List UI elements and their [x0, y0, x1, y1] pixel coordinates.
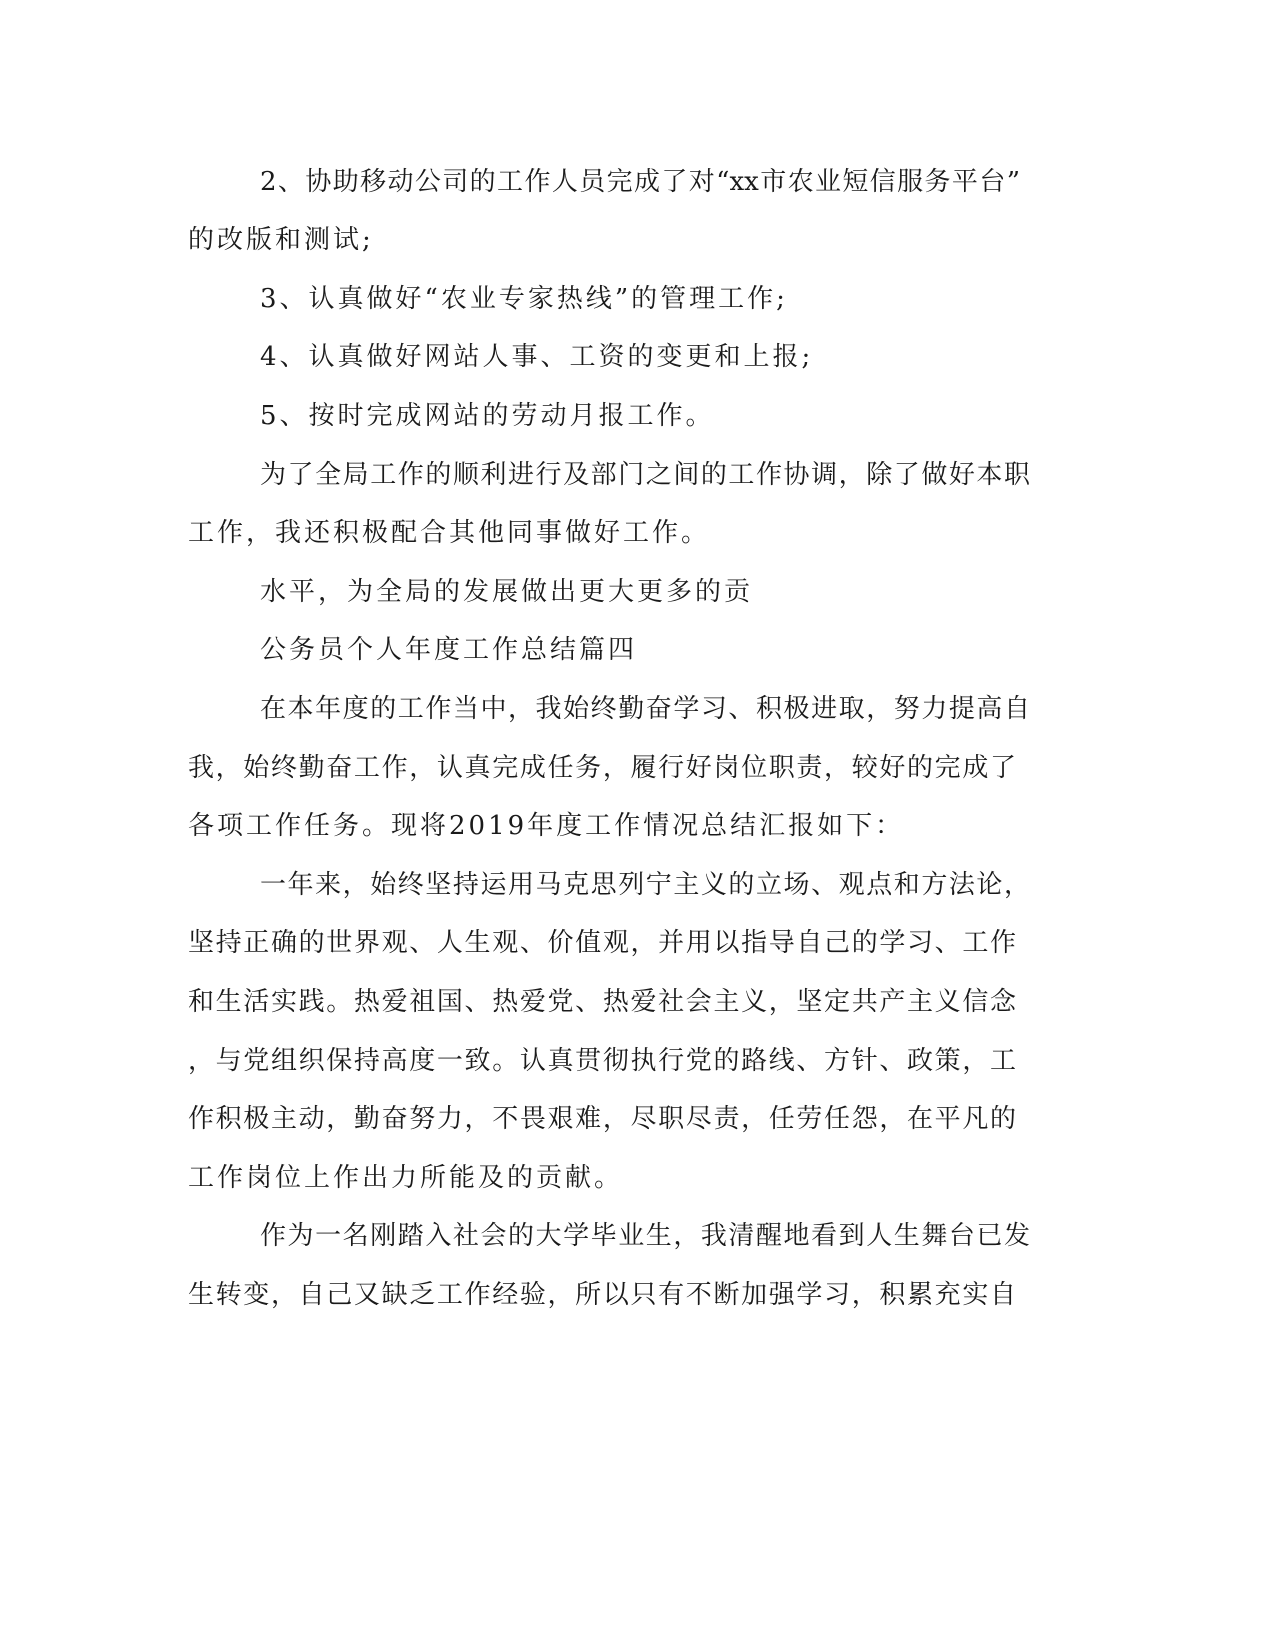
text-line [0, 513, 1275, 553]
text-line [0, 748, 1275, 788]
paragraph-coordination-line-2: 工作，我还积极配合其他同事做好工作。 [188, 518, 711, 548]
item-3: 3、认真做好“农业专家热线”的管理工作; [260, 284, 788, 314]
item-2-line-1: 2、协助移动公司的工作人员完成了对“xx市农业短信服务平台” [260, 167, 1020, 197]
text-line [0, 279, 1275, 319]
item-5: 5、按时完成网站的劳动月报工作。 [260, 401, 715, 431]
text-line [0, 923, 1275, 963]
text-line [0, 337, 1275, 377]
section-heading: 公务员个人年度工作总结篇四 [260, 635, 638, 665]
text-line [0, 162, 1275, 202]
paragraph-intro-line-2: 我，始终勤奋工作，认真完成任务，履行好岗位职责，较好的完成了 [188, 753, 1016, 783]
paragraph-intro-line-1: 在本年度的工作当中，我始终勤奋学习、积极进取，努力提高自 [260, 694, 1030, 724]
text-line [0, 1216, 1275, 1256]
paragraph-politics-line-5: 作积极主动，勤奋努力，不畏艰难，尽职尽责，任劳任怨，在平凡的 [188, 1104, 1016, 1134]
paragraph-politics-line-1: 一年来，始终坚持运用马克思列宁主义的立场、观点和方法论， [260, 870, 1030, 900]
text-line [0, 455, 1275, 495]
text-line [0, 1158, 1275, 1198]
text-line [0, 982, 1275, 1022]
text-line [0, 220, 1275, 260]
paragraph-coordination-line-1: 为了全局工作的顺利进行及部门之间的工作协调，除了做好本职 [260, 460, 1030, 490]
fragment-line: 水平，为全局的发展做出更大更多的贡 [260, 577, 754, 607]
text-line [0, 806, 1275, 846]
text-line [0, 1099, 1275, 1139]
paragraph-intro-line-3: 各项工作任务。现将2019年度工作情况总结汇报如下： [188, 811, 905, 841]
text-line [0, 689, 1275, 729]
paragraph-politics-line-6: 工作岗位上作出力所能及的贡献。 [188, 1163, 624, 1193]
paragraph-graduate-line-1: 作为一名刚踏入社会的大学毕业生，我清醒地看到人生舞台已发 [260, 1221, 1030, 1251]
paragraph-graduate-line-2: 生转变，自己又缺乏工作经验，所以只有不断加强学习，积累充实自 [188, 1280, 1016, 1310]
text-line [0, 396, 1275, 436]
item-2-line-2: 的改版和测试; [188, 225, 374, 255]
text-line [0, 865, 1275, 905]
text-line [0, 630, 1275, 670]
item-4: 4、认真做好网站人事、工资的变更和上报; [260, 342, 814, 372]
paragraph-politics-line-3: 和生活实践。热爱祖国、热爱党、热爱社会主义，坚定共产主义信念 [188, 987, 1016, 1017]
paragraph-politics-line-2: 坚持正确的世界观、人生观、价值观，并用以指导自己的学习、工作 [188, 928, 1016, 958]
paragraph-politics-line-4: ，与党组织保持高度一致。认真贯彻执行党的路线、方针、政策，工 [188, 1046, 1016, 1076]
text-line [0, 1275, 1275, 1315]
text-line [0, 572, 1275, 612]
text-line [0, 1041, 1275, 1081]
